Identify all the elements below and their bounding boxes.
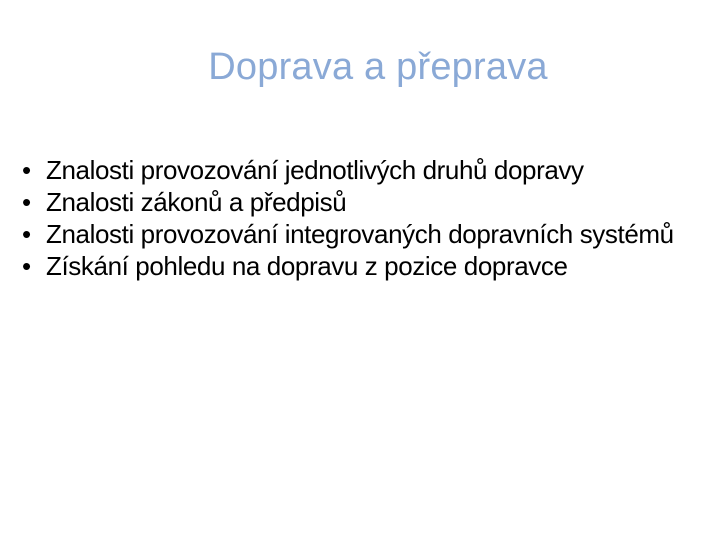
list-item [22,186,702,218]
slide-title: Doprava a přeprava [208,46,548,88]
bullet-text: Znalosti zákonů a předpisů [46,187,347,217]
bullet-icon: • [22,187,31,217]
bullet-icon: • [22,219,31,249]
bullet-text: Znalosti provozování jednotlivých druhů dopravy [46,155,584,185]
bullet-list [22,154,702,282]
bullet-text: Znalosti provozování integrovaných dopravních systémů [46,219,674,249]
bullet-icon: • [22,155,31,185]
list-item [22,218,702,250]
list-item [22,250,702,282]
bullet-icon: • [22,251,31,281]
list-item [22,154,702,186]
bullet-text: Získání pohledu na dopravu z pozice dopravce [46,251,568,281]
